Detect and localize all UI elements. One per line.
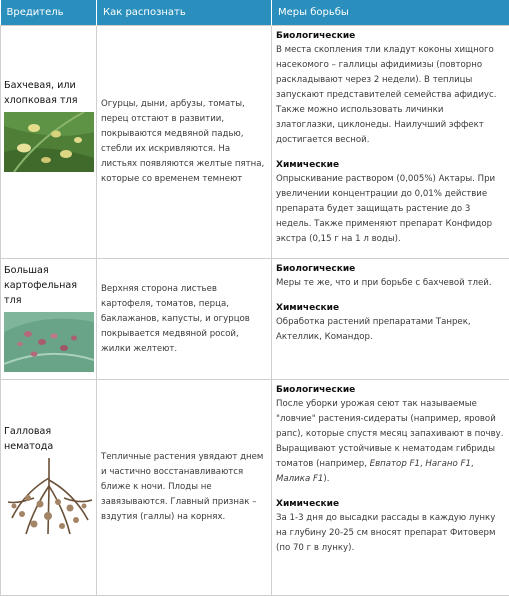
- chem-text: Опрыскивание раствором (0,005%) Актары. При увеличении концентрации до 0,01% действие препарата будет защищать растение до 3 недель. Также применяют препарат Конфидор экстра (0,15 г на 1 л воды).: [276, 174, 496, 244]
- header-recognize: Как распознать: [97, 0, 272, 26]
- table-header-row: [1, 0, 509, 26]
- recognize-cell: Тепличные растения увядают днем и частично восстанавливаются ближе к ночи. Плоды не завязываются. Главный признак – вздутия (галлы) на корнях.: [97, 380, 272, 596]
- chem-title: Химические: [276, 160, 340, 170]
- measures-cell: [272, 259, 509, 380]
- chem-text: Обработка растений препаратами Танрек, Актеллик, Командор.: [276, 317, 471, 342]
- recognize-cell: Огурцы, дыни, арбузы, томаты, перец отстают в развитии, покрываются медвяной падью, стебли их искривляются. На листьях появляются желтые пятна, которые со временем темнеют: [97, 26, 272, 259]
- table-row: [1, 380, 509, 596]
- nematode-roots-photo: [4, 458, 94, 536]
- hybrid-name: Евпатор F1: [369, 459, 420, 469]
- pest-name: Галловая нематода: [4, 426, 54, 452]
- bio-text-part: После уборки урожая сеют так называемые "ловчие" растения-сидераты (например, яровой рапс), которые спустя месяц запахивают в почву. Выращивают устойчивые к нематодам гибриды томатов (например,: [276, 399, 504, 469]
- chem-text: За 1-3 дня до высадки рассады в каждую лунку на глубину 20-25 см вносят препарат Фитоверм (по 70 г в лунку).: [276, 513, 496, 553]
- header-pest: Вредитель: [1, 0, 97, 26]
- separator: ,: [419, 459, 426, 469]
- bio-text-end: ).: [323, 474, 330, 484]
- bio-title: Биологические: [276, 385, 356, 395]
- measures-cell: [272, 26, 509, 259]
- bio-text: [276, 397, 505, 487]
- chem-title: Химические: [276, 303, 340, 313]
- pest-cell: [1, 26, 97, 259]
- separator: ,: [470, 459, 474, 469]
- header-measures: Меры борьбы: [272, 0, 509, 26]
- chem-title: Химические: [276, 499, 340, 509]
- hybrid-name: Нагано F1: [425, 459, 471, 469]
- table-row: [1, 26, 509, 259]
- measures-cell: [272, 380, 509, 596]
- bio-title: Биологические: [276, 31, 356, 41]
- hybrid-name: Малика F1: [276, 474, 324, 484]
- bio-text: Меры те же, что и при борьбе с бахчевой тлей.: [276, 278, 492, 288]
- bio-text: В места скопления тли кладут коконы хищного насекомого – галлицы афидимизы (повторно раскладывают через 2 недели). В теплицы запускают представителей семейства афидиус. Также можно использовать личинки златоглазки, циклонеды. Наилучший эффект достигается весной.: [276, 45, 497, 145]
- aphid-photo: [4, 112, 94, 172]
- table-row: [1, 259, 509, 380]
- bio-title: Биологические: [276, 264, 356, 274]
- pest-cell: [1, 259, 97, 380]
- pest-cell: [1, 380, 97, 596]
- pest-name: Бахчевая, или хлопковая тля: [4, 80, 78, 106]
- pest-name: Большая картофельная тля: [4, 265, 78, 306]
- recognize-cell: Верхняя сторона листьев картофеля, томатов, перца, баклажанов, капусты, и огурцов покрывается медвяной росой, жилки желтеют.: [97, 259, 272, 380]
- potato-aphid-photo: [4, 312, 94, 372]
